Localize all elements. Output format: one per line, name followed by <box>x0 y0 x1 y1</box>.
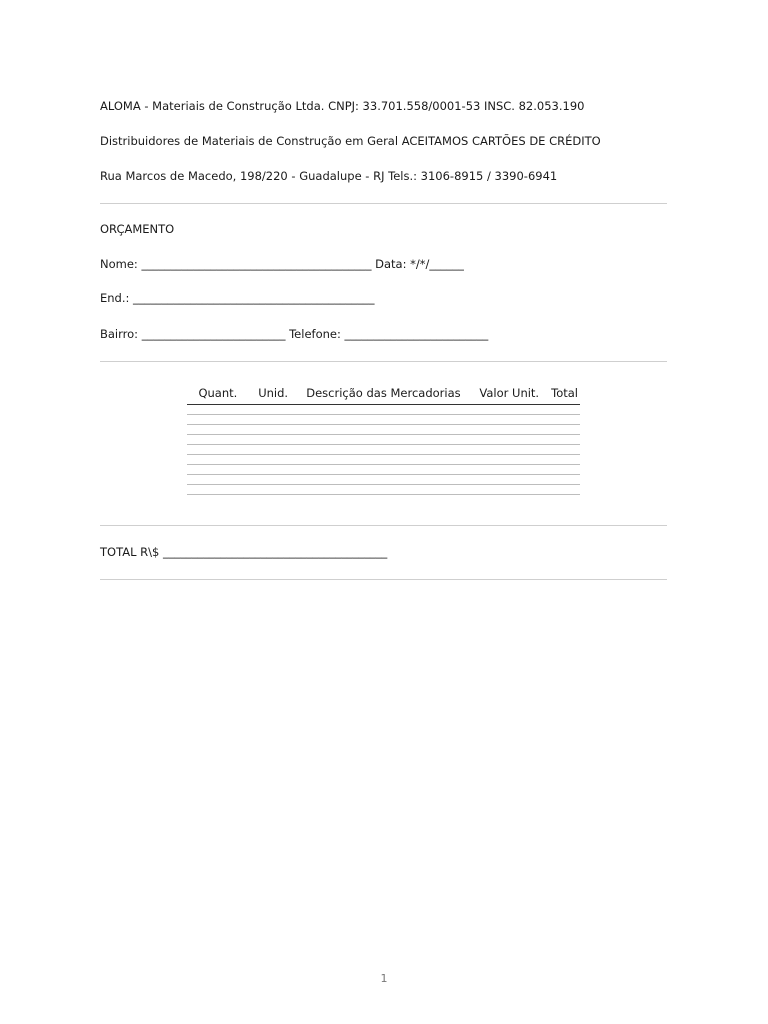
table-row <box>187 445 580 455</box>
table-cell[interactable] <box>298 465 470 475</box>
table-cell[interactable] <box>249 475 298 485</box>
table-cell[interactable] <box>298 435 470 445</box>
total-label: TOTAL R\$ <box>100 545 160 559</box>
divider-top <box>100 203 667 204</box>
column-header-description: Descrição das Mercadorias <box>298 384 470 405</box>
date-field[interactable]: */*/______ <box>410 257 464 271</box>
description-line: Distribuidores de Materiais de Construção em Geral ACEITAMOS CARTÕES DE CRÉDITO <box>100 134 601 148</box>
table-cell[interactable] <box>298 485 470 495</box>
table-cell[interactable] <box>249 435 298 445</box>
table-cell[interactable] <box>187 465 249 475</box>
table-row <box>187 485 580 495</box>
table-body <box>187 405 580 495</box>
district-label: Bairro: <box>100 327 139 341</box>
table-cell[interactable] <box>549 455 580 465</box>
table-cell[interactable] <box>249 445 298 455</box>
table-cell[interactable] <box>469 405 549 415</box>
address-field[interactable]: __________________________________________ <box>133 291 375 305</box>
divider-middle <box>100 361 667 362</box>
divider-bottom <box>100 579 667 580</box>
table-cell[interactable] <box>549 465 580 475</box>
table-cell[interactable] <box>549 405 580 415</box>
form-title: ORÇAMENTO <box>100 222 175 236</box>
column-header-unit-price: Valor Unit. <box>469 384 549 405</box>
table-cell[interactable] <box>469 425 549 435</box>
table-cell[interactable] <box>469 455 549 465</box>
table-cell[interactable] <box>187 405 249 415</box>
column-header-unit: Unid. <box>249 384 298 405</box>
goods-table <box>187 384 580 495</box>
name-field[interactable]: ________________________________________ <box>141 257 372 271</box>
table-header-row <box>187 384 580 405</box>
table-cell[interactable] <box>298 475 470 485</box>
table-cell[interactable] <box>298 405 470 415</box>
district-field[interactable]: _________________________ <box>141 327 286 341</box>
table-cell[interactable] <box>249 465 298 475</box>
date-label: Data: <box>375 257 407 271</box>
table-cell[interactable] <box>469 445 549 455</box>
table-cell[interactable] <box>187 425 249 435</box>
table-cell[interactable] <box>549 445 580 455</box>
table-cell[interactable] <box>249 415 298 425</box>
page-number: 1 <box>380 972 388 985</box>
table-cell[interactable] <box>187 475 249 485</box>
table-row <box>187 415 580 425</box>
column-header-total: Total <box>549 384 580 405</box>
table-cell[interactable] <box>298 425 470 435</box>
table-cell[interactable] <box>469 415 549 425</box>
total-field[interactable]: _______________________________________ <box>162 545 388 559</box>
table-cell[interactable] <box>549 425 580 435</box>
table-cell[interactable] <box>549 435 580 445</box>
table-cell[interactable] <box>549 475 580 485</box>
table-cell[interactable] <box>249 425 298 435</box>
table-row <box>187 455 580 465</box>
address-row <box>100 291 375 305</box>
table-cell[interactable] <box>249 405 298 415</box>
table-cell[interactable] <box>187 445 249 455</box>
table-cell[interactable] <box>187 455 249 465</box>
table-cell[interactable] <box>298 445 470 455</box>
table-cell[interactable] <box>298 415 470 425</box>
total-row <box>100 545 387 559</box>
column-header-quantity: Quant. <box>187 384 249 405</box>
table-cell[interactable] <box>549 485 580 495</box>
table-cell[interactable] <box>249 455 298 465</box>
table-cell[interactable] <box>469 435 549 445</box>
address-label: End.: <box>100 291 130 305</box>
table-row <box>187 425 580 435</box>
table-cell[interactable] <box>469 475 549 485</box>
table-cell[interactable] <box>469 485 549 495</box>
name-row <box>100 257 464 271</box>
table-cell[interactable] <box>187 485 249 495</box>
table-cell[interactable] <box>187 415 249 425</box>
name-label: Nome: <box>100 257 138 271</box>
table-row <box>187 465 580 475</box>
table-row <box>187 405 580 415</box>
table-cell[interactable] <box>298 455 470 465</box>
table-cell[interactable] <box>469 465 549 475</box>
phone-field[interactable]: _________________________ <box>344 327 489 341</box>
address-line: Rua Marcos de Macedo, 198/220 - Guadalupe - RJ Tels.: 3106-8915 / 3390-6941 <box>100 169 558 183</box>
table-row <box>187 435 580 445</box>
table-cell[interactable] <box>549 415 580 425</box>
table-cell[interactable] <box>249 485 298 495</box>
table-cell[interactable] <box>187 435 249 445</box>
goods-table-wrap <box>187 384 580 495</box>
phone-label: Telefone: <box>289 327 341 341</box>
divider-lower <box>100 525 667 526</box>
table-row <box>187 475 580 485</box>
district-row <box>100 327 488 341</box>
company-line: ALOMA - Materiais de Construção Ltda. CNPJ: 33.701.558/0001-53 INSC. 82.053.190 <box>100 99 585 113</box>
